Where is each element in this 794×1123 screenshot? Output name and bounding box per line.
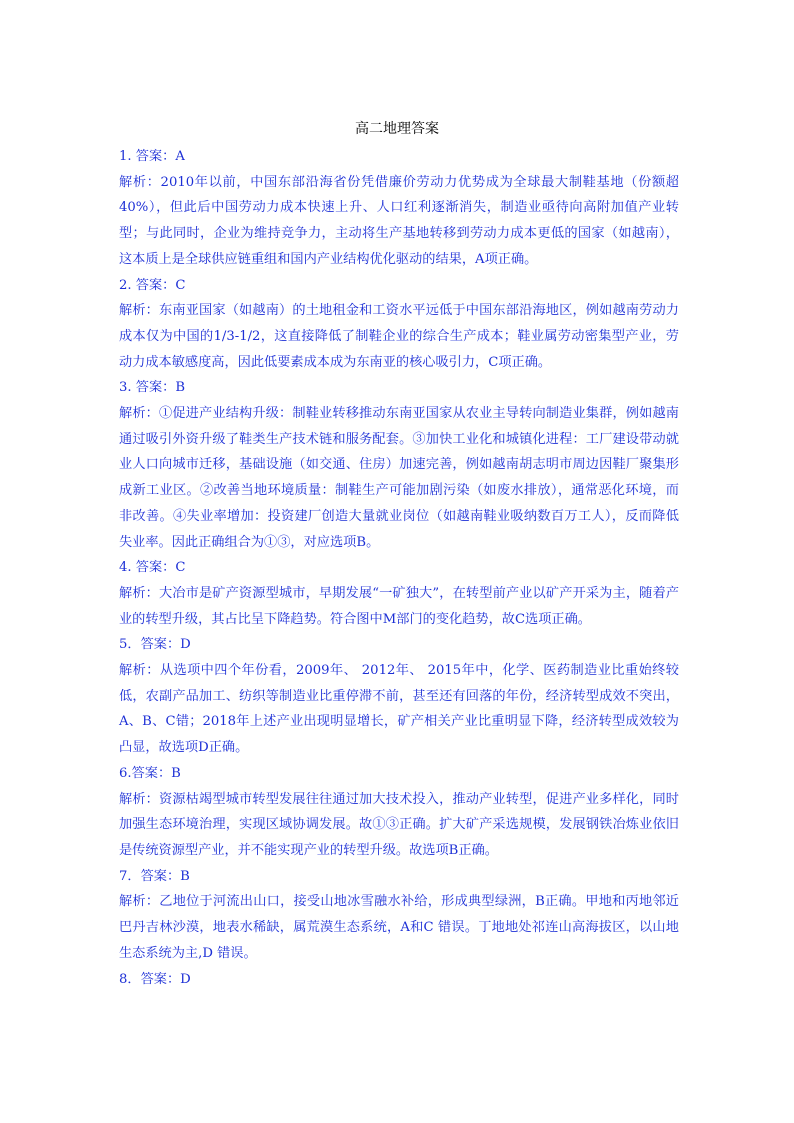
answer-line: 7．答案：B — [119, 868, 190, 884]
answer-line: 6.答案：B — [119, 765, 181, 781]
analysis-paragraph: 解析：资源枯竭型城市转型发展往往通过加大技术投入，推动产业转型，促进产业多样化，同时加强生态环境治理，实现区域协调发展。故①③正确。扩大矿产采选规模，发展钢铁冶炼业依旧是传统资源型产业，并不能实现产业的转型升级。故选项B正确。 — [119, 791, 679, 858]
page-title: 高二地理答案 — [355, 121, 439, 137]
analysis-paragraph: 解析：①促进产业结构升级：制鞋业转移推动东南亚国家从农业主导转向制造业集群，例如越南通过吸引外资升级了鞋类生产技术链和服务配套。③加快工业化和城镇化进程：工厂建设带动就业人口向城市迁移，基础设施（如交通、住房）加速完善，例如越南胡志明市周边因鞋厂聚集形成新工业区。②改善当地环境质量：制鞋生产可能加剧污染（如废水排放），通常恶化环境，而非改善。④失业率增加：投资建厂创造大量就业岗位（如越南鞋业吸纳数百万工人），反而降低失业率。因此正确组合为①③，对应选项B。 — [119, 406, 679, 550]
analysis-paragraph: 解析：从选项中四个年份看，2009年、 2012年、 2015年中，化学、医药制造业比重始终较低，农副产品加工、纺织等制造业比重停滞不前，甚至还有回落的年份，经济转型成效不突出，A、B、C错；2018年上述产业出现明显增长，矿产相关产业比重明显下降，经济转型成效较为凸显，故选项D正确。 — [119, 663, 679, 756]
analysis-paragraph: 解析：大冶市是矿产资源型城市，早期发展“一矿独大”，在转型前产业以矿产开采为主，随着产业的转型升级，其占比呈下降趋势。符合图中M部门的变化趋势，故C选项正确。 — [119, 585, 679, 627]
answer-line: 4. 答案：C — [119, 560, 186, 576]
analysis-paragraph: 解析：乙地位于河流出山口，接受山地冰雪融水补给，形成典型绿洲，B正确。甲地和丙地邻近巴丹吉林沙漠，地表水稀缺，属荒漠生态系统，A和C 错误。丁地地处祁连山高海拔区，以山地生态系统为主,D 错误。 — [119, 894, 679, 961]
analysis-paragraph: 解析：东南亚国家（如越南）的土地租金和工资水平远低于中国东部沿海地区，例如越南劳动力成本仅为中国的1/3-1/2，这直接降低了制鞋企业的综合生产成本；鞋业属劳动密集型产业，劳动力成本敏感度高，因此低要素成本成为东南亚的核心吸引力，C项正确。 — [119, 303, 679, 370]
answer-line: 8．答案：D — [119, 971, 191, 987]
answer-list — [119, 144, 679, 992]
answer-line: 3. 答案：B — [119, 380, 186, 396]
answer-line: 5．答案：D — [119, 637, 191, 653]
analysis-paragraph: 解析：2010年以前，中国东部沿海省份凭借廉价劳动力优势成为全球最大制鞋基地（份额超40%），但此后中国劳动力成本快速上升、人口红利逐渐消失，制造业亟待向高附加值产业转型；与此同时，企业为维持竞争力，主动将生产基地转移到劳动力成本更低的国家（如越南），这本质上是全球供应链重组和国内产业结构优化驱动的结果，A项正确。 — [119, 174, 679, 267]
answer-line: 2. 答案：C — [119, 277, 186, 293]
answer-line: 1. 答案：A — [119, 149, 185, 164]
